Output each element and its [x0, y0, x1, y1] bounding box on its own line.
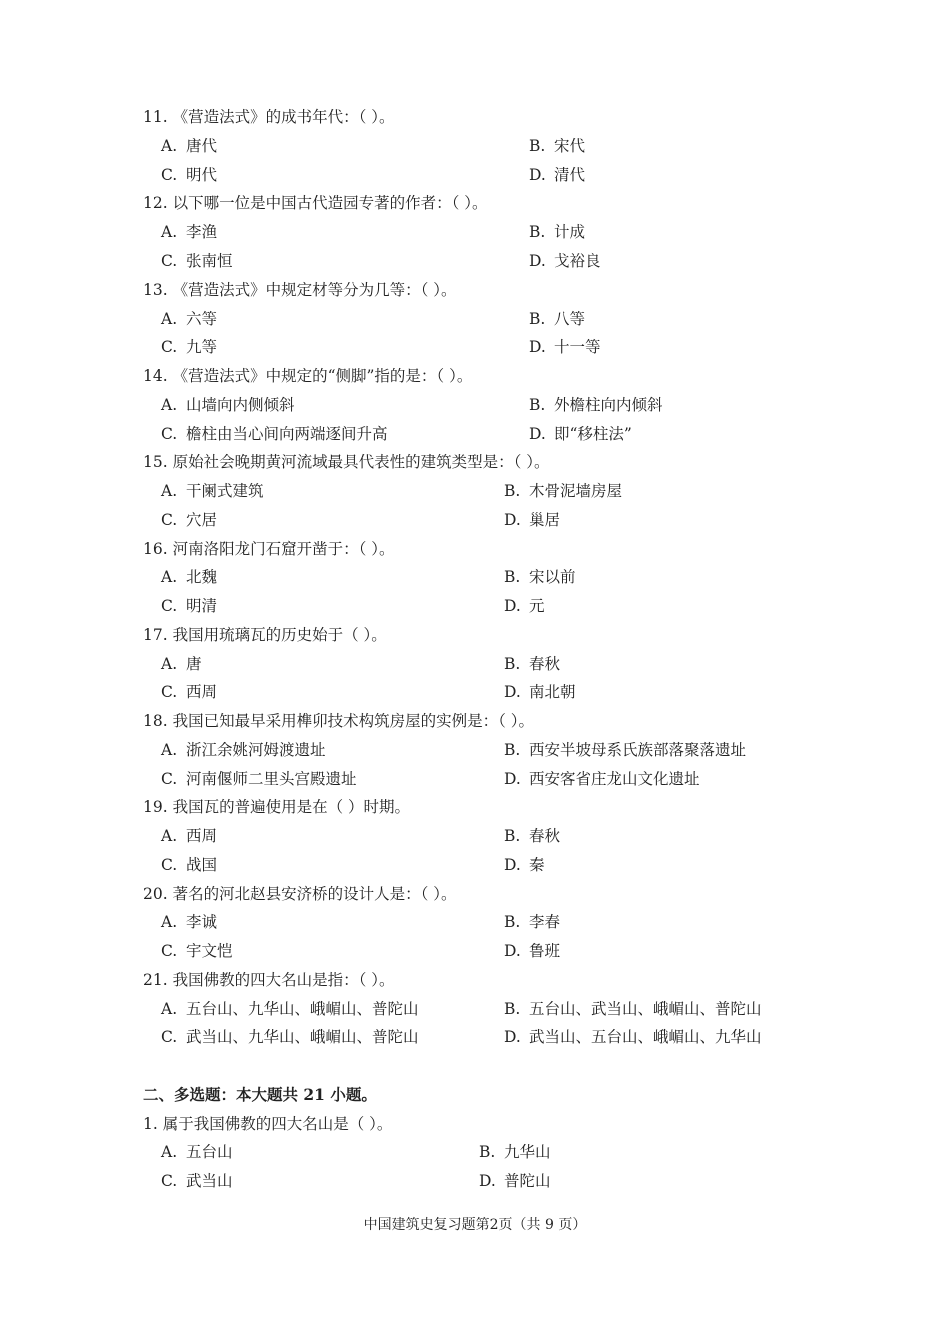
option-d: D. 十一等	[529, 338, 601, 356]
option-b: B. 宋以前	[504, 568, 576, 586]
option-a: A. 干阑式建筑	[161, 482, 264, 500]
option-b: B. 八等	[529, 310, 586, 328]
option-c: C. 河南偃师二里头宫殿遗址	[161, 770, 357, 788]
question-15: 15. 原始社会晚期黄河流域最具代表性的建筑类型是：（ ）。	[143, 453, 550, 471]
question-12: 12. 以下哪一位是中国古代造园专著的作者：（ ）。	[143, 194, 488, 212]
question-17: 17. 我国用琉璃瓦的历史始于（ ）。	[143, 626, 387, 644]
option-a: A. 北魏	[161, 568, 218, 586]
section-title: 二、多选题：本大题共 21 小题。	[143, 1085, 377, 1104]
question-multi-1: 1. 属于我国佛教的四大名山是（ ）。	[143, 1115, 393, 1133]
question-16: 16. 河南洛阳龙门石窟开凿于：（ ）。	[143, 540, 395, 558]
option-d: D. 戈裕良	[529, 252, 601, 270]
question-18: 18. 我国已知最早采用榫卯技术构筑房屋的实例是：（ ）。	[143, 712, 535, 730]
option-d: D. 南北朝	[504, 683, 576, 701]
option-a: A. 五台山	[161, 1143, 233, 1161]
option-c: C. 檐柱由当心间向两端逐间升高	[161, 425, 388, 443]
option-b: B. 春秋	[504, 655, 561, 673]
option-c: C. 明清	[161, 597, 218, 615]
option-d: D. 西安客省庄龙山文化遗址	[504, 770, 700, 788]
option-c: C. 张南恒	[161, 252, 233, 270]
question-20: 20. 著名的河北赵县安济桥的设计人是：（ ）。	[143, 885, 457, 903]
option-c: C. 宇文恺	[161, 942, 233, 960]
option-d: D. 秦	[504, 856, 545, 874]
option-d: D. 清代	[529, 166, 586, 184]
question-11: 11. 《营造法式》的成书年代：（ ）。	[143, 108, 395, 126]
option-a: A. 唐代	[161, 137, 218, 155]
option-a: A. 浙江余姚河姆渡遗址	[161, 741, 326, 759]
option-d: D. 鲁班	[504, 942, 561, 960]
question-19: 19. 我国瓦的普遍使用是在（ ）时期。	[143, 798, 411, 816]
option-b: B. 计成	[529, 223, 586, 241]
option-c: C. 明代	[161, 166, 218, 184]
question-13: 13. 《营造法式》中规定材等分为几等：（ ）。	[143, 281, 457, 299]
option-c: C. 武当山、九华山、峨嵋山、普陀山	[161, 1028, 419, 1046]
page-footer: 中国建筑史复习题第2页（共 9 页）	[363, 1217, 587, 1233]
option-b: B. 李春	[504, 913, 561, 931]
option-a: A. 山墙向内侧倾斜	[161, 396, 295, 414]
option-b: B. 宋代	[529, 137, 586, 155]
option-c: C. 九等	[161, 338, 218, 356]
option-a: A. 六等	[161, 310, 218, 328]
option-a: A. 李渔	[161, 223, 218, 241]
option-d: D. 巢居	[504, 511, 561, 529]
question-21: 21. 我国佛教的四大名山是指：（ ）。	[143, 971, 395, 989]
option-c: C. 武当山	[161, 1172, 233, 1190]
option-b: B. 九华山	[479, 1143, 551, 1161]
option-b: B. 五台山、武当山、峨嵋山、普陀山	[504, 1000, 762, 1018]
question-14: 14. 《营造法式》中规定的“侧脚”指的是：（ ）。	[143, 367, 473, 385]
option-b: B. 春秋	[504, 827, 561, 845]
option-b: B. 木骨泥墙房屋	[504, 482, 623, 500]
option-a: A. 五台山、九华山、峨嵋山、普陀山	[161, 1000, 419, 1018]
option-b: B. 外檐柱向内倾斜	[529, 396, 663, 414]
option-d: D. 元	[504, 597, 545, 615]
option-a: A. 李诚	[161, 913, 218, 931]
option-d: D. 普陀山	[479, 1172, 551, 1190]
option-d: D. 武当山、五台山、峨嵋山、九华山	[504, 1028, 762, 1046]
option-d: D. 即“移柱法”	[529, 425, 632, 443]
option-c: C. 战国	[161, 856, 218, 874]
option-c: C. 西周	[161, 683, 218, 701]
option-b: B. 西安半坡母系氏族部落聚落遗址	[504, 741, 747, 759]
option-c: C. 穴居	[161, 511, 218, 529]
option-a: A. 西周	[161, 827, 218, 845]
option-a: A. 唐	[161, 655, 202, 673]
